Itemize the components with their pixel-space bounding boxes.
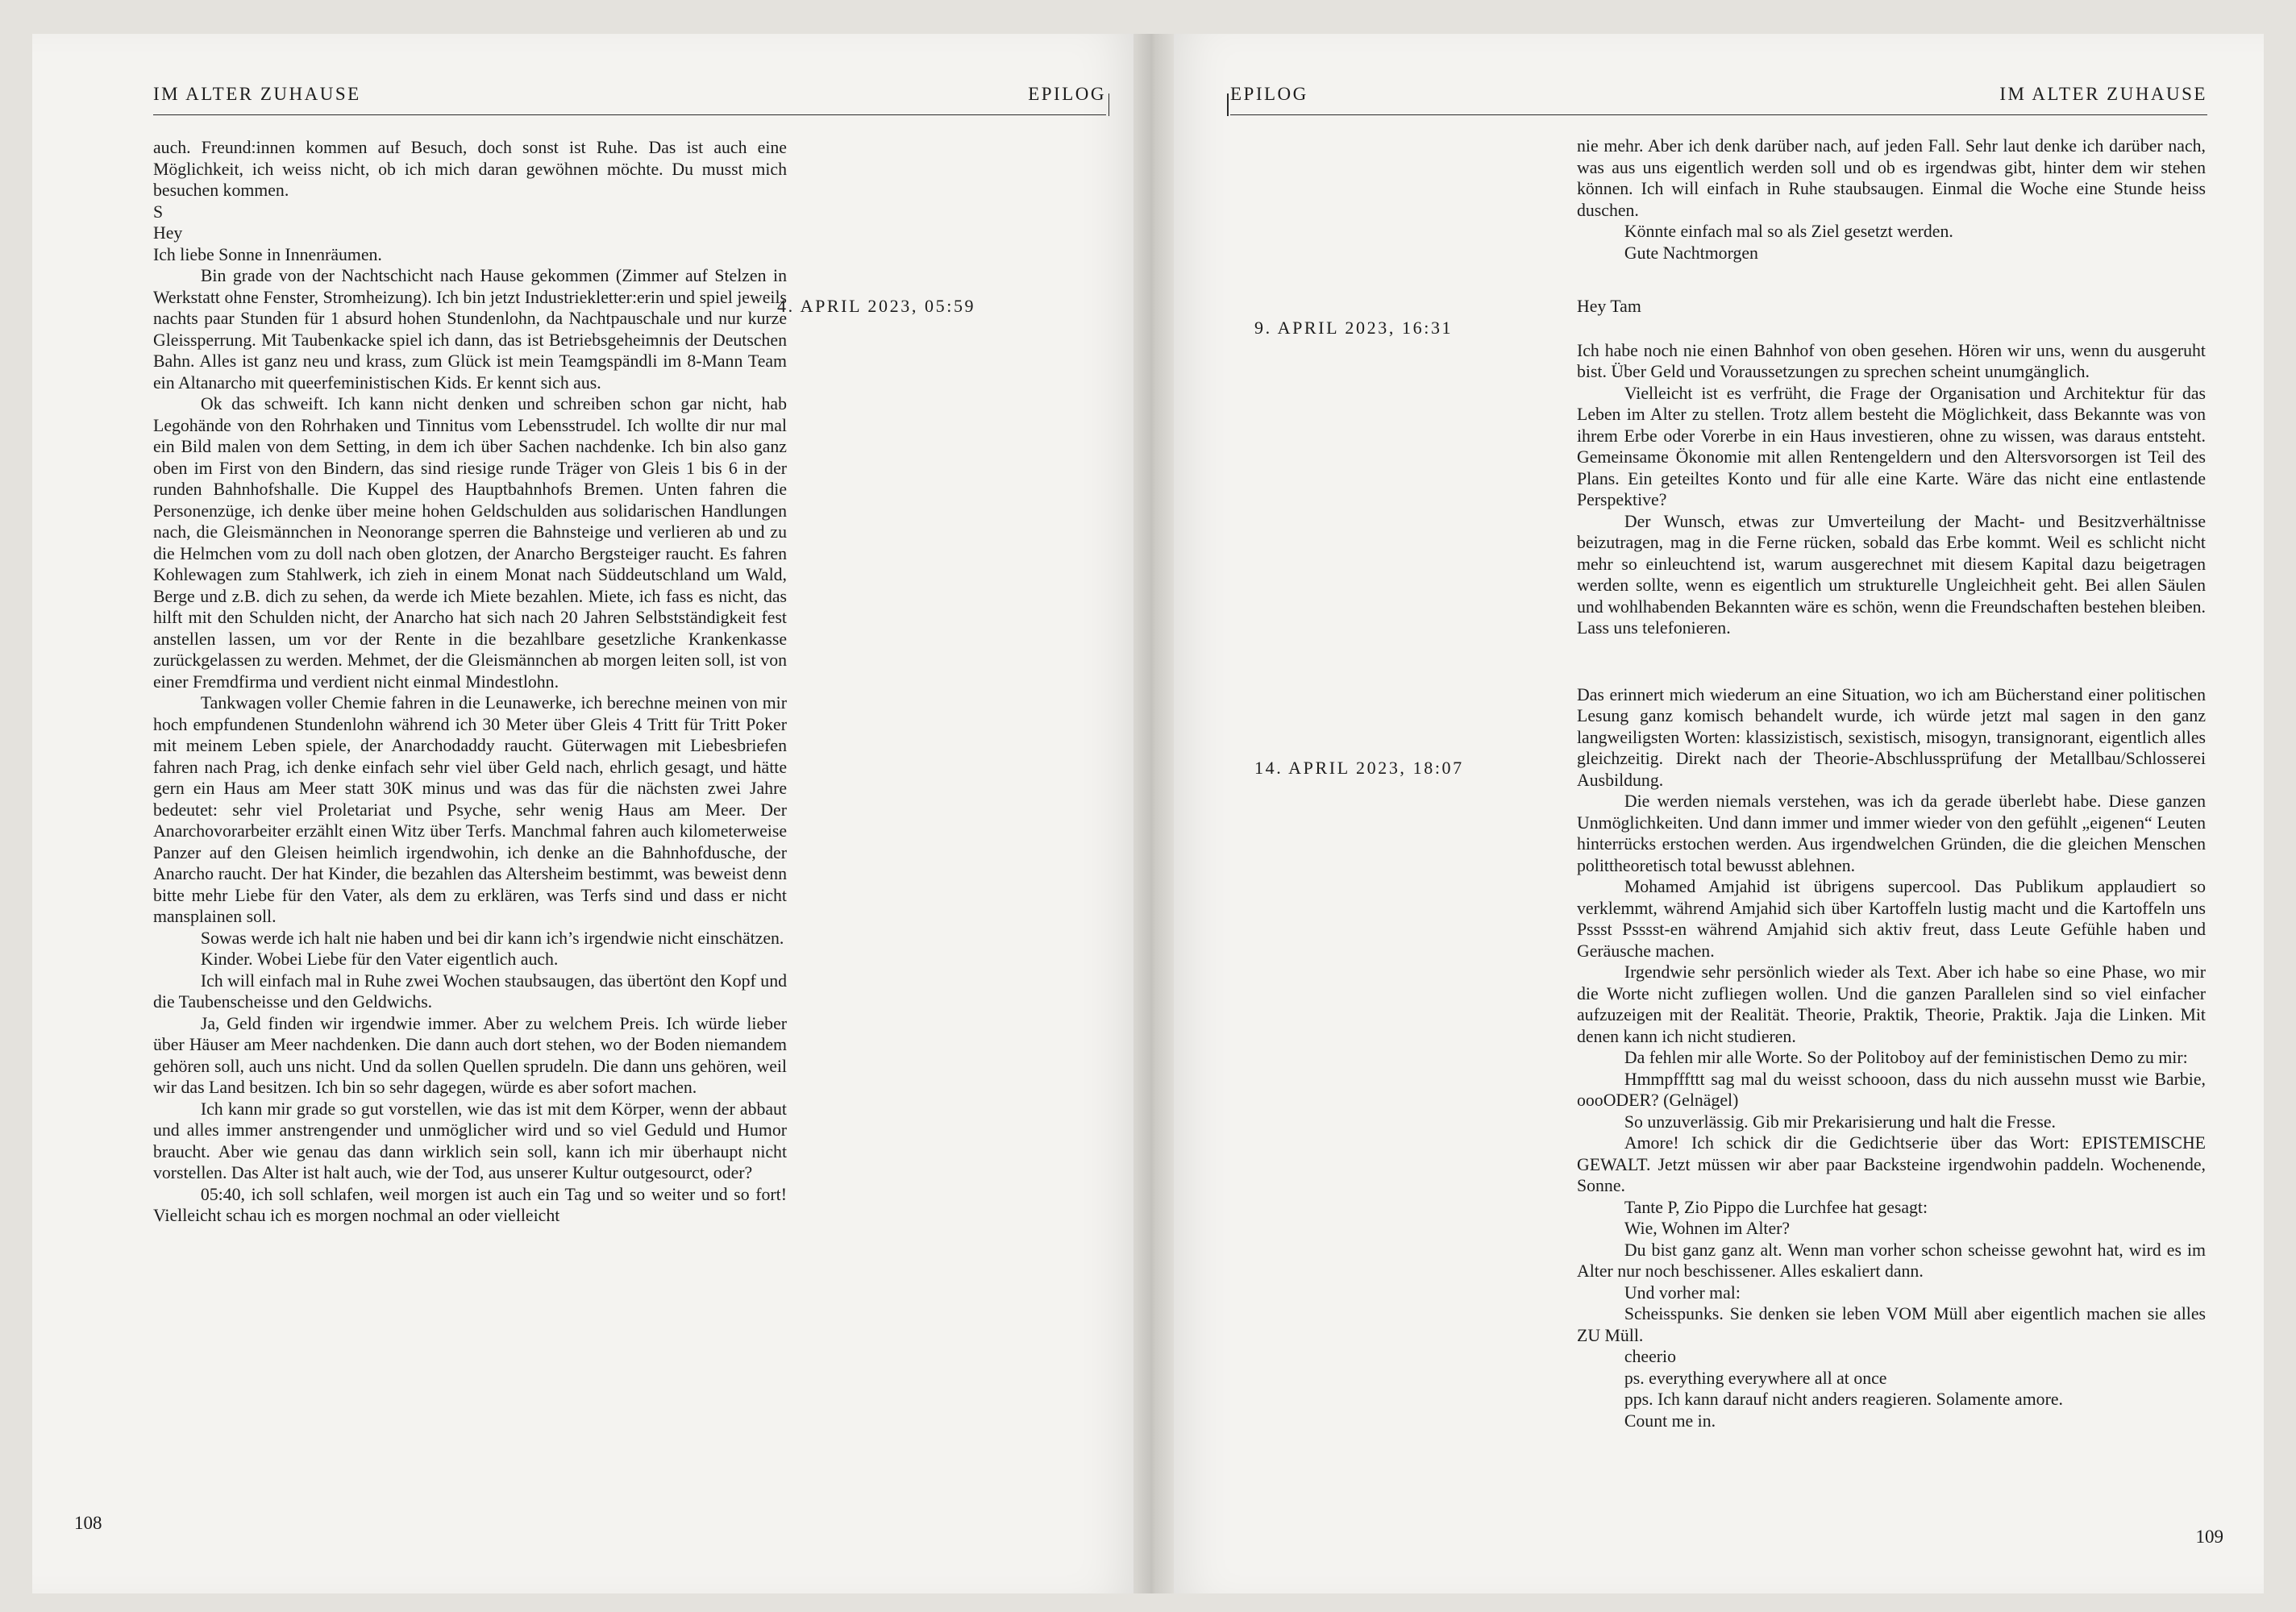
continuation-line: Könnte einfach mal so als Ziel gesetzt werden. <box>1624 222 1953 241</box>
paragraph: Mohamed Amjahid ist übrigens supercool. Das Publikum applaudiert so verklemmt, während Amjahid sich über Kartoffeln lustig macht und die Kartoffeln uns Pssst Psssst-en während Amjahid sich aktiv freut, dass Leute Gefühle haben und Geräusche machen. <box>1577 877 2206 961</box>
entry-2-date: 14. APRIL 2023, 18:07 <box>1254 758 1464 778</box>
paragraph: Das erinnert mich wiederum an eine Situation, wo ich am Bücherstand einer politischen Lesung ganz komisch behandelt wurde, ich würde jetzt mal sagen in den ganz langweiligsten Worten: klassizistisch, sexistisch, misogyn, transignorant, eigentlich alles gleichzeitig. Direkt nach der Theorie-Abschlussprüfung der Metallbau/Schlosserei Ausbildung. <box>1577 684 2206 790</box>
entry-1-date: 9. APRIL 2023, 16:31 <box>1254 318 1454 338</box>
section-title: EPILOG <box>1230 84 1308 104</box>
left-page-body <box>153 137 787 1227</box>
entry-1-paragraphs <box>1577 340 2206 639</box>
book-gutter <box>1133 34 1174 1593</box>
signature: S <box>153 202 164 222</box>
paragraph: Irgendwie sehr persönlich wieder als Text. Aber ich habe so eine Phase, wo mir die Worte nicht zufliegen wollen. Und die ganzen Parallelen sind so viel einfacher aufzuzeigen mit der Realität. Theorie, Praktik, Theorie, Praktik. Jaja die Linken. Mit denen kann ich nicht studieren. <box>1577 962 2206 1046</box>
paragraph: pps. Ich kann darauf nicht anders reagieren. Solamente amore. <box>1624 1390 2063 1409</box>
paragraph: Ok das schweift. Ich kann nicht denken und schreiben schon gar nicht, hab Legohände von den Rohrhaken und Tinnitus vom Lebensstrudel. Ich wollte dir nur mal ein Bild malen von dem Setting, in dem ich über Sachen nachdenke. Ich bin also ganz oben im First von den Bindern, das sind riesige runde Träger von Gleis 1 bis 6 in der runden Bahnhofshalle. Die Kuppel des Hauptbahnhofs Bremen. Unten fahren die Personenzüge, ich denke über meine hohen Geldschulden aus solidarischen Handlungen nach, die Gleismännchen in Neonorange sperren die Bahnsteige und verlieren ab und zu die Helmchen vom zu doll nach oben glotzen, der Anarcho Bergsteiger raucht. Es fahren Kohlewagen zum Stahlwerk, ich zieh in einem Monat nach Süddeutschland um Wald, Berge und z.B. dich zu sehen, da werde ich Miete bezahlen. Miete, ich fass es nicht, das hilft mit den Schulden nicht, der Anarcho hat sich nach 20 Jahren Selbstständigkeit fest anstellen lassen, um vor der Rente in die bezahlbare gesetzliche Krankenkasse zurückgelassen zu werden. Mehmet, der die Gleismännchen ab morgen leiten soll, ist von einer Fremdfirma und verdient nicht einmal Mindestlohn. <box>153 394 787 692</box>
paragraph: Ich liebe Sonne in Innenräumen. <box>153 244 382 264</box>
opening-paragraph: auch. Freund:innen kommen auf Besuch, doch sonst ist Ruhe. Das ist auch eine Möglichkeit, ich weiss nicht, ob ich mich daran gewöhnen möchte. Du musst mich besuchen kommen. <box>153 138 787 200</box>
paragraph: Hmmpfffttt sag mal du weisst schooon, dass du nich aussehn musst wie Barbie, oooODER? (Gelnägel) <box>1577 1069 2206 1110</box>
page-number: 109 <box>2195 1527 2223 1547</box>
section-title: EPILOG <box>1028 84 1106 104</box>
paragraph: Scheisspunks. Sie denken sie leben VOM Müll aber eigentlich machen sie alles ZU Müll. <box>1577 1304 2206 1345</box>
paragraph: Ich will einfach mal in Ruhe zwei Wochen staubsaugen, das übertönt den Kopf und die Taubenscheisse und den Geldwichs. <box>153 970 787 1012</box>
paragraph: Da fehlen mir alle Worte. So der Politoboy auf der feministischen Demo zu mir: <box>1624 1048 2188 1067</box>
paragraph: Wie, Wohnen im Alter? <box>1624 1219 1791 1238</box>
continuation-paragraph: nie mehr. Aber ich denk darüber nach, auf jeden Fall. Sehr laut denke ich darüber nach, was aus uns eigentlich werden soll und ob es irgendwas gibt, hinter dem wir stehen können. Ich will einfach in Ruhe staubsaugen. Einmal die Woche eine Stunde heiss duschen. <box>1577 136 2206 220</box>
paragraph: ps. everything everywhere all at once <box>1624 1368 1887 1388</box>
closing-line: Gute Nachtmorgen <box>1624 243 1758 263</box>
paragraph: Ich habe noch nie einen Bahnhof von oben gesehen. Hören wir uns, wenn du ausgeruht bist. Über Geld und Voraussetzungen zu sprechen scheint unumgänglich. <box>1577 340 2206 381</box>
paragraph: 05:40, ich soll schlafen, weil morgen ist auch ein Tag und so weiter und so fort! Vielleicht schau ich es morgen nochmal an oder vielleicht <box>153 1184 787 1225</box>
right-page <box>1174 34 2264 1593</box>
entry-2-paragraphs <box>1577 684 2206 1432</box>
running-title: IM ALTER ZUHAUSE <box>153 84 361 104</box>
entry-date: 4. APRIL 2023, 05:59 <box>777 296 976 316</box>
paragraph: Count me in. <box>1624 1410 1716 1431</box>
letter-paragraphs <box>153 244 787 1227</box>
salutation: Hey <box>153 223 183 243</box>
entry-1-salutation: Hey Tam <box>1577 297 1641 316</box>
paragraph: Ich kann mir grade so gut vorstellen, wie das ist mit dem Körper, wenn der abbaut und alles immer anstrengender und unmöglicher wird und so viel Geduld und Humor braucht. Aber wie genau das dann wirklich sein soll, kann ich mir überhaupt nicht vorstellen. Das Alter ist halt auch, wie der Tod, aus unserer Kultur outgesourct, oder? <box>153 1099 787 1182</box>
paragraph: Ja, Geld finden wir irgendwie immer. Aber zu welchem Preis. Ich würde lieber über Häuser am Meer nachdenken. Die dann auch dort stehen, wo der Boden niemandem gehören soll, auch uns nicht. Und da sollen Quellen sprudeln. Die dann uns gehören, weil wir das Land besitzen. Ich bin so sehr dagegen, würde es aber sofort machen. <box>153 1013 787 1097</box>
paragraph: Vielleicht ist es verfrüht, die Frage der Organisation und Architektur für das Leben im Alter zu stellen. Trotz allem besteht die Möglichkeit, dass Bekannte was von ihrem Erbe oder Vorerbe in ein Haus investieren, ohne zu wissen, was daraus entsteht. Gemeinsame Ökonomie mit allen Rentengeldern und den Altersvorsorgen ist Teil des Plans. Ein geteiltes Konto und für alle eine Karte. Wäre das nicht eine entlastende Perspektive? <box>1577 383 2206 509</box>
running-title: IM ALTER ZUHAUSE <box>1999 84 2207 104</box>
running-header-right-page <box>1230 68 2207 115</box>
paragraph: Die werden niemals verstehen, was ich da gerade überlebt habe. Diese ganzen Unmöglichkeiten. Und dann immer und immer wieder von den gefühlt „eigenen“ Leuten hinterrücks erstochen werden. Aus irgendwelchen Gründen, die die gleichen Menschen polittheoretisch total bewusst ablehnen. <box>1577 791 2206 875</box>
running-header-left-page <box>153 68 1106 115</box>
right-page-body <box>1577 135 2206 1431</box>
paragraph: cheerio <box>1624 1347 1676 1366</box>
paragraph: Sowas werde ich halt nie haben und bei dir kann ich’s irgendwie nicht einschätzen. <box>200 928 784 948</box>
paragraph: Amore! Ich schick dir die Gedichtserie über das Wort: EPISTEMISCHE GEWALT. Jetzt müssen wir aber paar Backsteine irgendwohin paddeln. Wochenende, Sonne. <box>1577 1133 2206 1195</box>
paragraph: So unzuverlässig. Gib mir Prekarisierung und halt die Fresse. <box>1624 1111 2057 1132</box>
paragraph: Bin grade von der Nachtschicht nach Hause gekommen (Zimmer auf Stelzen in Werkstatt ohne Fenster, Stromheizung). Ich bin jetzt Industriekletter:erin und spiel jeweils nachts paar Stunden für 1 absurd hohen Stundenlohn, da Nachtpauschale und nur kurze Gleissperrung. Mit Taubenkacke spiel ich dann, das ist Betriebsgeheimnis der Deutschen Bahn. Alles ist ganz neu und krass, zum Glück ist mein Teamgspändli im 8-Mann Team ein Altanarcho mit queerfeministischen Kids. Er kennt sich aus. <box>153 266 787 393</box>
page-number: 108 <box>74 1513 102 1533</box>
paragraph: Kinder. Wobei Liebe für den Vater eigentlich auch. <box>200 949 559 969</box>
paragraph: Tante P, Zio Pippo die Lurchfee hat gesagt: <box>1624 1197 1928 1217</box>
paragraph: Du bist ganz ganz alt. Wenn man vorher schon scheisse gewohnt hat, wird es im Alter nur noch beschissener. Alles eskaliert dann. <box>1577 1240 2206 1281</box>
left-page <box>32 34 1133 1593</box>
paragraph: Und vorher mal: <box>1624 1282 1741 1302</box>
paragraph: Tankwagen voller Chemie fahren in die Leunawerke, ich berechne meinen von mir hoch empfundenen Stundenlohn während ich 30 Meter über Gleis 4 Tritt für Tritt Poker mit meinem Leben spiele, der Anarchodaddy raucht. Güterwagen mit Liebesbriefen fahren nach Prag, ich denke einfach sehr viel über Geld nach, ehrlich gesagt, und hätte gern ein Haus am Meer statt 30K minus und was das für die nächsten zwei Jahre bedeutet: sehr viel Proletariat und Psyche, sehr wenig Haus am Meer. Der Anarchovorarbeiter erzählt einen Witz über Terfs. Manchmal fahren auch kilometerweise Panzer auf den Gleisen heimlich irgendwohin, ich denke an die Bahnhofdusche, der Anarcho raucht. Der hat Kinder, die bezahlen das Altersheim bestimmt, was beweist denn bitte mehr Liebe für den Vater, als dem zu erklären, was Terfs sind und dass er nicht mansplainen soll. <box>153 693 787 926</box>
paragraph: Der Wunsch, etwas zur Umverteilung der Macht- und Besitzverhältnisse beizutragen, mag in die Ferne rücken, sobald das Erbe kommt. Weil es schlicht nicht mehr so einleuchtend ist, warum ausgerechnet mit diesem Kapital dazu beigetragen werden sollte, wenn es eigentlich um strukturelle Ungleichheit geht. Bei allen Säulen und wohlhabenden Bekannten wäre es schön, wenn die Freundschaften bestehen bleiben. Lass uns telefonieren. <box>1577 511 2206 638</box>
